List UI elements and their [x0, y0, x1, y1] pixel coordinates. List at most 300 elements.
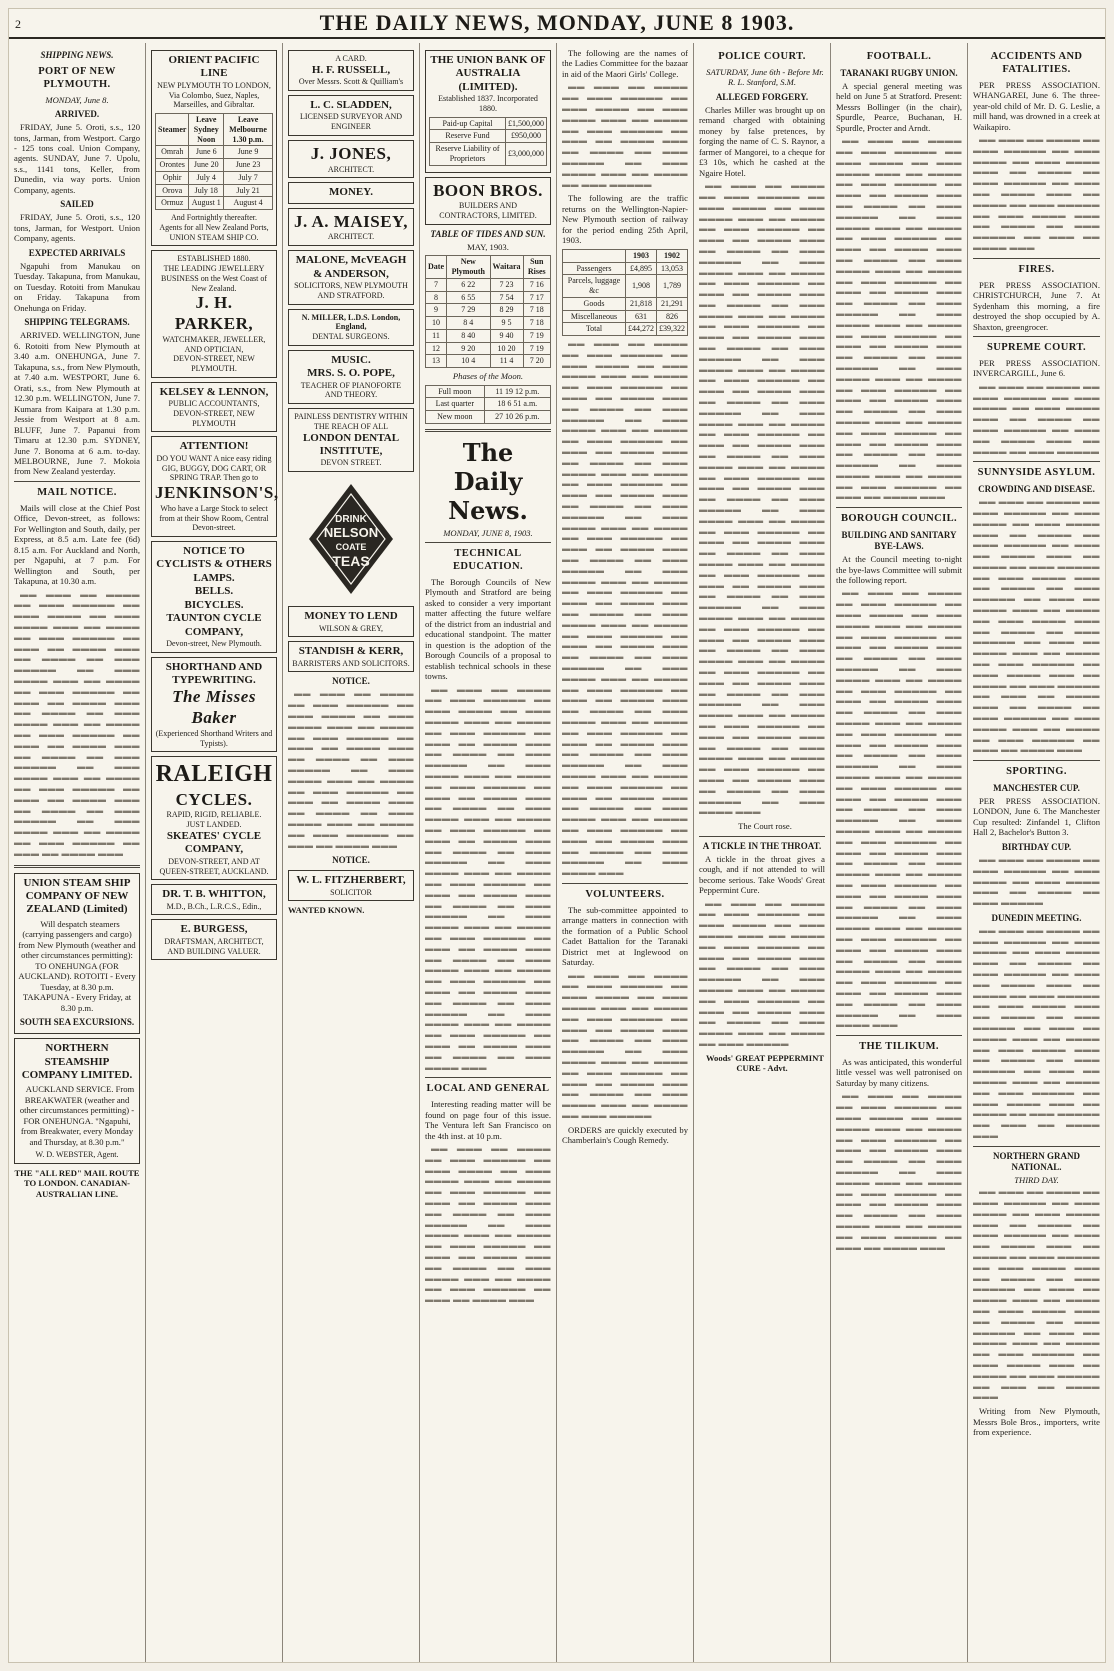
port-heading: PORT OF NEW PLYMOUTH.	[38, 65, 116, 90]
column-8	[968, 43, 1105, 1662]
boon-sub: BUILDERS AND CONTRACTORS, LIMITED.	[439, 201, 537, 221]
tide-cell: 7 17	[523, 291, 550, 304]
sporting-heading: SPORTING.	[1006, 766, 1067, 778]
local-general-heading: LOCAL AND GENERAL	[426, 1083, 550, 1095]
tides-month: MAY, 1903.	[467, 241, 509, 252]
shipping-date: MONDAY, June 8.	[45, 94, 109, 105]
volunteers-text: The sub-committee appointed to arrange matters in connection with the formation of a Public School Cadet Battalion for the Taranaki District met at Inglewood on Saturday.	[562, 904, 688, 968]
masthead-title: THE DAILY NEWS, MONDAY, JUNE 8 1903.	[319, 10, 795, 35]
tide-row	[426, 304, 551, 317]
schedule-cell: August 4	[224, 197, 273, 210]
parker-address: DEVON-STREET, NEW PLYMOUTH.	[173, 354, 255, 374]
money-heading: MONEY.	[329, 186, 373, 199]
raleigh-ad	[151, 756, 277, 880]
accidents-filler: ▬▬ ▬▬▬ ▬▬ ▬▬▬▬ ▬▬ ▬▬▬ ▬▬▬▬▬ ▬▬ ▬▬▬ ▬▬▬▬ ▬▬ ▬▬▬ ▬▬▬▬ ▬▬▬ ▬▬ ▬▬▬▬ ▬▬ ▬▬▬ ▬▬▬▬▬ ▬▬ ▬▬▬ ▬▬ ▬▬▬▬ ▬▬▬ ▬▬ ▬▬▬▬ ▬▬ ▬▬▬ ▬▬▬▬▬ ▬▬ ▬▬▬ ▬▬▬▬ ▬▬▬ ▬▬ ▬▬▬▬ ▬▬ ▬▬▬ ▬▬▬▬▬ ▬▬ ▬▬▬ ▬▬ ▬▬▬▬ ▬▬▬	[973, 135, 1100, 252]
moon-row	[426, 385, 551, 398]
fires-heading: FIRES.	[1018, 263, 1055, 275]
tide-cell: 7 54	[490, 291, 523, 304]
schedule-header: Leave Melbourne 1.30 p.m.	[224, 114, 273, 146]
moon-row	[426, 411, 551, 424]
jones-name: J. JONES,	[310, 143, 392, 163]
forgery-text: Charles Miller was brought up on remand charged with obtaining money by false pretences, by forging the name of C. S. Raynor, a farmer of Mangorei, to a cheque for £3 10s, which he cashed at the Ngaire Hotel.	[699, 104, 825, 178]
tide-cell: 7 16	[523, 278, 550, 291]
tide-cell: 7 23	[490, 278, 523, 291]
moon-heading: Phases of the Moon.	[452, 371, 524, 382]
standish-sub: BARRISTERS AND SOLICITORS.	[292, 658, 410, 668]
orders-text: ORDERS are quickly executed by Chamberlain's Cough Remedy.	[562, 1124, 688, 1146]
moon-cell: 27 10 26 p.m.	[484, 411, 550, 424]
traffic-cell: 1,789	[657, 275, 688, 298]
card-heading: A CARD.	[335, 54, 367, 63]
divider	[836, 1035, 962, 1036]
traffic-cell: Miscellaneous	[563, 310, 626, 323]
supreme-court-filler: ▬▬ ▬▬▬ ▬▬ ▬▬▬▬ ▬▬ ▬▬▬ ▬▬▬▬▬ ▬▬ ▬▬▬ ▬▬▬▬ ▬▬ ▬▬▬ ▬▬▬▬ ▬▬▬ ▬▬ ▬▬▬▬ ▬▬ ▬▬▬ ▬▬▬▬▬ ▬▬ ▬▬▬ ▬▬ ▬▬▬▬ ▬▬▬ ▬▬ ▬▬▬▬ ▬▬ ▬▬▬ ▬▬▬▬▬	[973, 381, 1100, 456]
dunedin-heading: DUNEDIN MEETING.	[991, 912, 1082, 923]
telegrams-text: ARRIVED. WELLINGTON, June 6. Rotoiti from New Plymouth at 3.40 a.m. ONEHUNGA, June 7. Takapuna, s.s., from New Plymouth, at 7.40 a.m. WESTPORT, June 6. Orati, s.s., from New Plymouth at 12.30 p.m. WELLINGTON, June 7. Kumara from Kaipara at 1.30 p.m. Jessie from Westport at 8 a.m. BLUFF, June 7. Papanui from Timaru at 12.30 p.m. SYDNEY, June 7. Bonoma at 6 a.m. to-day. MELBOURNE, June 7. Mokoia from New Zealand yesterday.	[14, 330, 140, 477]
divider	[14, 865, 140, 868]
technical-education-heading: TECHNICAL EDUCATION.	[452, 548, 524, 572]
bank-cell: Reserve Fund	[430, 130, 506, 143]
sailed-text: FRIDAY, June 5. Oroti, s.s., 120 tons, Jarman, for Westport. Union Company, agents.	[14, 212, 140, 244]
schedule-cell: June 6	[189, 146, 224, 159]
kelsey-sub: PUBLIC ACCOUNTANTS, DEVON-STREET, NEW PLYMOUTH	[168, 399, 260, 428]
fitzherbert-ad	[288, 870, 414, 901]
wilson-grey: WILSON & GREY,	[318, 623, 384, 633]
northern-title: NORTHERN STEAMSHIP COMPANY LIMITED.	[21, 1042, 133, 1081]
traffic-cell: £39,322	[657, 323, 688, 336]
bank-row	[430, 143, 547, 166]
shorthand-heading: SHORTHAND AND TYPEWRITING.	[165, 660, 263, 687]
tide-row	[426, 278, 551, 291]
ladies-committee-text: The following are the names of the Ladies Committee for the bazaar in aid of the Maori Girls' College.	[562, 48, 688, 79]
tide-cell: 7	[426, 278, 447, 291]
jones-sub: ARCHITECT.	[327, 164, 375, 174]
bells-heading: BELLS.	[194, 585, 234, 598]
asylum-heading: SUNNYSIDE ASYLUM.	[977, 467, 1096, 479]
maisey-name: J. A. MAISEY,	[293, 211, 409, 231]
traffic-cell: 1,908	[626, 275, 657, 298]
sailed-heading: SAILED	[60, 199, 94, 210]
baker-ad	[151, 657, 277, 753]
volunteers-filler: ▬▬ ▬▬▬ ▬▬ ▬▬▬▬ ▬▬ ▬▬▬ ▬▬▬▬▬ ▬▬ ▬▬▬ ▬▬▬▬ ▬▬ ▬▬▬ ▬▬▬▬ ▬▬▬ ▬▬ ▬▬▬▬ ▬▬ ▬▬▬ ▬▬▬▬▬ ▬▬ ▬▬▬ ▬▬ ▬▬▬▬ ▬▬▬ ▬▬ ▬▬▬▬ ▬▬ ▬▬▬ ▬▬▬▬▬ ▬▬ ▬▬▬ ▬▬▬▬ ▬▬▬ ▬▬ ▬▬▬▬ ▬▬ ▬▬▬ ▬▬▬▬▬ ▬▬ ▬▬▬ ▬▬ ▬▬▬▬ ▬▬▬ ▬▬ ▬▬▬▬ ▬▬ ▬▬▬ ▬▬▬▬ ▬▬▬ ▬▬ ▬▬▬▬ ▬▬ ▬▬▬ ▬▬▬▬▬	[562, 970, 688, 1120]
orient-schedule	[155, 113, 273, 210]
fitzherbert-sub: SOLICITOR	[330, 887, 372, 897]
burgess-sub: DRAFTSMAN, ARCHITECT, AND BUILDING VALUER.	[164, 936, 264, 956]
moon-cell: Last quarter	[426, 398, 485, 411]
traffic-cell: 826	[657, 310, 688, 323]
throat-text: A tickle in the throat gives a cough, and if not attended to will become serious. Take Woods' Great Peppermint Cure.	[699, 853, 825, 896]
tide-cell: 11	[426, 329, 447, 342]
tea-nelson: NELSON	[323, 525, 379, 541]
schedule-cell: Orova	[156, 184, 189, 197]
moon-cell: 11 19 12 p.m.	[484, 385, 550, 398]
tide-row	[426, 291, 551, 304]
masthead	[9, 9, 1105, 39]
tide-cell: 6 22	[447, 278, 491, 291]
schedule-cell: June 20	[189, 159, 224, 172]
tide-cell: 12	[426, 342, 447, 355]
accidents-heading: ACCIDENTS AND FATALITIES.	[990, 51, 1083, 75]
orient-title: ORIENT PACIFIC LINE	[168, 54, 260, 80]
london-dental-address: DEVON STREET.	[320, 458, 382, 468]
baker-name: The Misses Baker	[172, 687, 256, 728]
raleigh-rapid: RAPID, RIGID, RELIABLE.	[166, 810, 262, 820]
tide-cell: 13	[426, 355, 447, 368]
schedule-row	[156, 146, 273, 159]
football-sub: TARANAKI RUGBY UNION.	[840, 67, 958, 78]
tide-row	[426, 329, 551, 342]
column-2	[146, 43, 283, 1662]
football-text: A special general meeting was held on June 5 at Stratford. Present: Messrs Bollinger (in the chair), Spurdle, Pearce, Buchanan, H. Spurdle, Procter and Arndt.	[836, 80, 962, 133]
traffic-header: 1902	[657, 249, 688, 262]
traffic-row	[563, 275, 688, 298]
traffic-header	[563, 249, 626, 262]
jenkinson-text: Who have a Large Stock to select from at their Show Room, Central Devon-street.	[159, 503, 269, 533]
maisey-sub: ARCHITECT.	[327, 232, 375, 242]
schedule-cell: Ormuz	[156, 197, 189, 210]
jenkinson-name: JENKINSON'S,	[155, 483, 279, 503]
schedule-row	[156, 197, 273, 210]
borough-sub: BUILDING AND SANITARY BYE-LAWS.	[841, 530, 957, 552]
notice-heading-2: NOTICE.	[332, 855, 370, 866]
canadian-line: THE "ALL RED" MAIL ROUTE TO LONDON. CANADIAN-AUSTRALIAN LINE.	[14, 1167, 140, 1199]
traffic-header: 1903	[626, 249, 657, 262]
cyclists-heading: NOTICE TO CYCLISTS & OTHERS	[156, 545, 272, 571]
tide-cell: 10 20	[490, 342, 523, 355]
parker-sub: WATCHMAKER, JEWELLER, AND OPTICIAN,	[162, 334, 266, 354]
standish-ad	[288, 641, 414, 672]
divider	[973, 461, 1100, 462]
schedule-cell: Ophir	[156, 171, 189, 184]
pope-name: MRS. S. O. POPE,	[307, 367, 395, 380]
traffic-cell: £44,272	[626, 323, 657, 336]
pope-ad	[288, 350, 414, 404]
tide-cell: 7 29	[447, 304, 491, 317]
tides-table	[425, 255, 551, 368]
parker-established: ESTABLISHED 1880.	[177, 254, 251, 264]
schedule-row	[156, 184, 273, 197]
football-heading: FOOTBALL.	[866, 51, 932, 62]
bank-title: THE UNION BANK OF AUSTRALIA (LIMITED).	[430, 54, 546, 93]
miller-sub: DENTAL SURGEONS.	[312, 332, 390, 341]
lend-heading: MONEY TO LEND	[304, 610, 398, 623]
traffic-cell: 13,053	[657, 262, 688, 275]
supreme-court-heading: SUPREME COURT.	[987, 342, 1086, 353]
newspaper-nameplate: The Daily News.	[448, 437, 528, 526]
notice-filler: ▬▬ ▬▬▬ ▬▬ ▬▬▬▬ ▬▬ ▬▬▬ ▬▬▬▬▬ ▬▬ ▬▬▬ ▬▬▬▬ ▬▬ ▬▬▬ ▬▬▬▬ ▬▬▬ ▬▬ ▬▬▬▬ ▬▬ ▬▬▬ ▬▬▬▬▬ ▬▬ ▬▬▬ ▬▬ ▬▬▬▬ ▬▬▬ ▬▬ ▬▬▬▬ ▬▬ ▬▬▬ ▬▬▬▬▬ ▬▬ ▬▬▬ ▬▬▬▬ ▬▬▬ ▬▬ ▬▬▬▬ ▬▬ ▬▬▬ ▬▬▬▬▬ ▬▬ ▬▬▬ ▬▬ ▬▬▬▬ ▬▬▬ ▬▬ ▬▬▬▬ ▬▬ ▬▬▬ ▬▬▬▬ ▬▬▬ ▬▬ ▬▬▬▬ ▬▬ ▬▬▬ ▬▬▬▬▬ ▬▬ ▬▬▬ ▬▬ ▬▬▬▬ ▬▬▬	[288, 689, 414, 850]
tide-cell: 7 19	[523, 329, 550, 342]
supreme-court-text: PER PRESS ASSOCIATION. INVERCARGILL, June 6.	[973, 357, 1100, 379]
tea-teas: TEAS	[332, 553, 370, 570]
standish-name: STANDISH & KERR,	[298, 645, 404, 658]
traffic-cell: Goods	[563, 297, 626, 310]
sladden-name: L. C. SLADDEN,	[310, 98, 392, 111]
schedule-header: Leave Sydney Noon	[189, 114, 224, 146]
attention-heading: ATTENTION!	[179, 440, 249, 453]
raleigh-name: RALEIGH	[155, 761, 273, 788]
tide-row	[426, 342, 551, 355]
malone-ad	[288, 250, 414, 304]
taunton-ad	[151, 541, 277, 653]
newspaper-page	[8, 8, 1106, 1663]
divider	[699, 836, 825, 837]
bank-row	[430, 130, 547, 143]
schedule-row	[156, 159, 273, 172]
tide-row	[426, 355, 551, 368]
jones-ad	[288, 140, 414, 178]
column-1	[9, 43, 146, 1662]
divider	[973, 760, 1100, 761]
pope-sub: TEACHER OF PIANOFORTE AND THEORY.	[300, 380, 402, 400]
tide-cell: 7 18	[523, 317, 550, 330]
skeates-name: SKEATES' CYCLE COMPANY,	[166, 829, 262, 856]
schedule-cell: Omrah	[156, 146, 189, 159]
divider	[973, 258, 1100, 259]
kelsey-ad	[151, 382, 277, 433]
traffic-row	[563, 323, 688, 336]
parker-ad	[151, 250, 277, 377]
tide-cell: 6 55	[447, 291, 491, 304]
shipping-heading: SHIPPING NEWS.	[40, 50, 114, 60]
tide-header: Sun Rises	[523, 256, 550, 279]
burgess-name: E. BURGESS,	[180, 923, 248, 936]
column-3	[283, 43, 420, 1662]
police-court-heading: POLICE COURT.	[718, 51, 806, 62]
borough-heading: BOROUGH COUNCIL.	[840, 513, 958, 525]
whitton-ad	[151, 884, 277, 915]
tide-cell: 9 5	[490, 317, 523, 330]
throat-filler: ▬▬ ▬▬▬ ▬▬ ▬▬▬▬ ▬▬ ▬▬▬ ▬▬▬▬▬ ▬▬ ▬▬▬ ▬▬▬▬ ▬▬ ▬▬▬ ▬▬▬▬ ▬▬▬ ▬▬ ▬▬▬▬ ▬▬ ▬▬▬ ▬▬▬▬▬ ▬▬ ▬▬▬ ▬▬ ▬▬▬▬ ▬▬▬ ▬▬ ▬▬▬▬ ▬▬ ▬▬▬ ▬▬▬▬▬ ▬▬ ▬▬▬ ▬▬▬▬ ▬▬▬ ▬▬ ▬▬▬▬ ▬▬ ▬▬▬ ▬▬▬▬▬ ▬▬ ▬▬▬ ▬▬ ▬▬▬▬ ▬▬▬ ▬▬ ▬▬▬▬ ▬▬ ▬▬▬ ▬▬▬▬ ▬▬▬ ▬▬ ▬▬▬▬ ▬▬ ▬▬▬ ▬▬▬▬▬	[699, 898, 825, 1048]
traffic-cell: £4,895	[626, 262, 657, 275]
column-4	[420, 43, 557, 1662]
traffic-intro: The following are the traffic returns on the Wellington-Napier-New Plymouth section of railway for the period ending 25th April, 1903.	[562, 193, 688, 246]
arrived-text: FRIDAY, June 5. Oroti, s.s., 120 tons, Jarman, from Westport. Cargo - 125 tons coal. Union Company, agents. SUNDAY, June 7. Upolu, s.s., 1141 tons, Keller, from Dunedin, via way ports. Union Company, agents.	[14, 122, 140, 195]
russell-name: H. F. RUSSELL,	[311, 63, 391, 76]
schedule-cell: June 9	[224, 146, 273, 159]
tide-cell: 7 18	[523, 304, 550, 317]
dunedin-filler: ▬▬ ▬▬▬ ▬▬ ▬▬▬▬ ▬▬ ▬▬▬ ▬▬▬▬▬ ▬▬ ▬▬▬ ▬▬▬▬ ▬▬ ▬▬▬ ▬▬▬▬ ▬▬▬ ▬▬ ▬▬▬▬ ▬▬ ▬▬▬ ▬▬▬▬▬ ▬▬ ▬▬▬ ▬▬ ▬▬▬▬ ▬▬▬ ▬▬ ▬▬▬▬ ▬▬ ▬▬▬ ▬▬▬▬▬ ▬▬ ▬▬▬ ▬▬▬▬ ▬▬▬ ▬▬ ▬▬▬▬ ▬▬ ▬▬▬ ▬▬▬▬▬ ▬▬ ▬▬▬ ▬▬ ▬▬▬▬ ▬▬▬ ▬▬ ▬▬▬▬ ▬▬ ▬▬▬ ▬▬▬▬ ▬▬▬ ▬▬ ▬▬▬▬ ▬▬ ▬▬▬ ▬▬▬▬▬ ▬▬ ▬▬▬ ▬▬ ▬▬▬▬ ▬▬▬ ▬▬ ▬▬▬▬ ▬▬ ▬▬▬ ▬▬▬▬▬ ▬▬ ▬▬▬ ▬▬▬▬ ▬▬▬ ▬▬ ▬▬▬▬ ▬▬ ▬▬▬ ▬▬▬▬▬ ▬▬ ▬▬▬ ▬▬ ▬▬▬▬ ▬▬▬	[973, 925, 1100, 1140]
union-steam-title: UNION STEAM SHIP COMPANY OF NEW ZEALAND (Limited)	[23, 876, 131, 916]
divider	[425, 542, 551, 543]
telegrams-heading: SHIPPING TELEGRAMS.	[24, 317, 130, 328]
national-day: THIRD DAY.	[1014, 1174, 1059, 1185]
bank-cell: £3,000,000	[506, 143, 547, 166]
mail-schedule-filler: ▬▬ ▬▬▬ ▬▬ ▬▬▬▬ ▬▬ ▬▬▬ ▬▬▬▬▬ ▬▬ ▬▬▬ ▬▬▬▬ ▬▬ ▬▬▬ ▬▬▬▬ ▬▬▬ ▬▬ ▬▬▬▬ ▬▬ ▬▬▬ ▬▬▬▬▬ ▬▬ ▬▬▬ ▬▬ ▬▬▬▬ ▬▬▬ ▬▬ ▬▬▬▬ ▬▬ ▬▬▬ ▬▬▬▬▬ ▬▬ ▬▬▬ ▬▬▬▬ ▬▬▬ ▬▬ ▬▬▬▬ ▬▬ ▬▬▬ ▬▬▬▬▬ ▬▬ ▬▬▬ ▬▬ ▬▬▬▬ ▬▬▬ ▬▬ ▬▬▬▬ ▬▬ ▬▬▬ ▬▬▬▬ ▬▬▬ ▬▬ ▬▬▬▬ ▬▬ ▬▬▬ ▬▬▬▬▬ ▬▬ ▬▬▬ ▬▬ ▬▬▬▬ ▬▬▬ ▬▬ ▬▬▬▬ ▬▬ ▬▬▬ ▬▬▬▬▬ ▬▬ ▬▬▬ ▬▬▬▬ ▬▬▬ ▬▬ ▬▬▬▬ ▬▬ ▬▬▬ ▬▬▬▬▬ ▬▬ ▬▬▬ ▬▬ ▬▬▬▬ ▬▬▬ ▬▬ ▬▬▬▬ ▬▬ ▬▬▬ ▬▬▬▬▬ ▬▬ ▬▬▬ ▬▬▬▬ ▬▬▬ ▬▬ ▬▬▬▬ ▬▬ ▬▬▬ ▬▬▬▬▬ ▬▬ ▬▬▬ ▬▬ ▬▬▬▬ ▬▬▬	[14, 589, 140, 858]
bank-row	[430, 117, 547, 130]
boon-name: BOON BROS.	[433, 180, 543, 200]
schedule-cell: July 7	[224, 171, 273, 184]
traffic-cell: Passengers	[563, 262, 626, 275]
asylum-sub: CROWDING AND DISEASE.	[978, 484, 1095, 495]
skeates-address: DEVON-STREET, AND AT QUEEN-STREET, AUCKLAND.	[159, 856, 269, 876]
divider	[425, 429, 551, 432]
whitton-name: DR. T. B. WHITTON,	[162, 888, 266, 901]
tide-cell: 8 29	[490, 304, 523, 317]
tide-header: Date	[426, 256, 447, 279]
schedule-header: Steamer	[156, 114, 189, 146]
traffic-table	[562, 249, 688, 336]
tide-cell: 10	[426, 317, 447, 330]
moon-cell: Full moon	[426, 385, 485, 398]
page-number: 2	[15, 17, 21, 31]
miller-ad	[288, 309, 414, 346]
bank-cell: £950,000	[506, 130, 547, 143]
technical-education-filler: ▬▬ ▬▬▬ ▬▬ ▬▬▬▬ ▬▬ ▬▬▬ ▬▬▬▬▬ ▬▬ ▬▬▬ ▬▬▬▬ ▬▬ ▬▬▬ ▬▬▬▬ ▬▬▬ ▬▬ ▬▬▬▬ ▬▬ ▬▬▬ ▬▬▬▬▬ ▬▬ ▬▬▬ ▬▬ ▬▬▬▬ ▬▬▬ ▬▬ ▬▬▬▬ ▬▬ ▬▬▬ ▬▬▬▬▬ ▬▬ ▬▬▬ ▬▬▬▬ ▬▬▬ ▬▬ ▬▬▬▬ ▬▬ ▬▬▬ ▬▬▬▬▬ ▬▬ ▬▬▬ ▬▬ ▬▬▬▬ ▬▬▬ ▬▬ ▬▬▬▬ ▬▬ ▬▬▬ ▬▬▬▬ ▬▬▬ ▬▬ ▬▬▬▬ ▬▬ ▬▬▬ ▬▬▬▬▬ ▬▬ ▬▬▬ ▬▬ ▬▬▬▬ ▬▬▬ ▬▬ ▬▬▬▬ ▬▬ ▬▬▬ ▬▬▬▬▬ ▬▬ ▬▬▬ ▬▬▬▬ ▬▬▬ ▬▬ ▬▬▬▬ ▬▬ ▬▬▬ ▬▬▬▬▬ ▬▬ ▬▬▬ ▬▬ ▬▬▬▬ ▬▬▬ ▬▬ ▬▬▬▬ ▬▬ ▬▬▬ ▬▬▬▬▬ ▬▬ ▬▬▬ ▬▬▬▬ ▬▬▬ ▬▬ ▬▬▬▬ ▬▬ ▬▬▬ ▬▬▬▬▬ ▬▬ ▬▬▬ ▬▬ ▬▬▬▬ ▬▬▬ ▬▬ ▬▬▬▬ ▬▬ ▬▬▬ ▬▬▬▬ ▬▬▬ ▬▬ ▬▬▬▬ ▬▬ ▬▬▬ ▬▬▬▬▬ ▬▬ ▬▬▬ ▬▬ ▬▬▬▬ ▬▬▬ ▬▬ ▬▬▬▬ ▬▬ ▬▬▬ ▬▬▬▬▬ ▬▬ ▬▬▬ ▬▬▬▬ ▬▬▬ ▬▬ ▬▬▬▬ ▬▬ ▬▬▬ ▬▬▬▬▬ ▬▬ ▬▬▬ ▬▬ ▬▬▬▬ ▬▬▬ ▬▬ ▬▬▬▬ ▬▬ ▬▬▬ ▬▬▬▬ ▬▬▬	[425, 684, 551, 1072]
tide-cell: 9 20	[447, 342, 491, 355]
tide-cell: 8	[426, 291, 447, 304]
divider	[425, 1077, 551, 1078]
northern-text: AUCKLAND SERVICE. From BREAKWATER (weather and other circumstances permitting) - FOR ONEHUNGA. "Ngapuhi, from Breakwater, every Monday and Thursday, at 8.30 p.m."	[19, 1084, 135, 1147]
baker-sub: (Experienced Shorthand Writers and Typists).	[155, 728, 273, 748]
column-grid	[9, 43, 1105, 1662]
money-ad	[288, 182, 414, 203]
bank-cell: Paid-up Capital	[430, 117, 506, 130]
tilikum-filler: ▬▬ ▬▬▬ ▬▬ ▬▬▬▬ ▬▬ ▬▬▬ ▬▬▬▬▬ ▬▬ ▬▬▬ ▬▬▬▬ ▬▬ ▬▬▬ ▬▬▬▬ ▬▬▬ ▬▬ ▬▬▬▬ ▬▬ ▬▬▬ ▬▬▬▬▬ ▬▬ ▬▬▬ ▬▬ ▬▬▬▬ ▬▬▬ ▬▬ ▬▬▬▬ ▬▬ ▬▬▬ ▬▬▬▬▬ ▬▬ ▬▬▬ ▬▬▬▬ ▬▬▬ ▬▬ ▬▬▬▬ ▬▬ ▬▬▬ ▬▬▬▬▬ ▬▬ ▬▬▬ ▬▬ ▬▬▬▬ ▬▬▬ ▬▬ ▬▬▬▬ ▬▬ ▬▬▬ ▬▬▬▬ ▬▬▬ ▬▬ ▬▬▬▬ ▬▬ ▬▬▬ ▬▬▬▬▬ ▬▬ ▬▬▬ ▬▬ ▬▬▬▬ ▬▬▬	[836, 1091, 962, 1252]
tide-cell: 9	[426, 304, 447, 317]
column-7	[831, 43, 968, 1662]
mail-text: Mails will close at the Chief Post Office, Devon-street, as follows: For Wellington and South, daily, per Express, at 8.5 a.m. Late fee (6d) 8.15 a.m. For Auckland and North, per Ngapuhi, at 7 p.m. For Wellington and South, per Takapuna, at 10.30 a.m.	[14, 502, 140, 587]
throat-heading: A TICKLE IN THE THROAT.	[702, 840, 822, 851]
schedule-cell: Orontes	[156, 159, 189, 172]
bicycles-heading: BICYCLES.	[184, 598, 244, 611]
london-dental-name: LONDON DENTAL INSTITUTE,	[302, 431, 400, 457]
kelsey-name: KELSEY & LENNON,	[159, 385, 269, 398]
tide-cell: 7 19	[523, 342, 550, 355]
orient-fortnightly: And Fortnightly thereafter.	[171, 213, 257, 223]
moon-cell: New moon	[426, 411, 485, 424]
dental-institute-ad	[288, 408, 414, 472]
bank-table	[429, 117, 547, 166]
maisey-ad	[288, 208, 414, 246]
asylum-filler: ▬▬ ▬▬▬ ▬▬ ▬▬▬▬ ▬▬ ▬▬▬ ▬▬▬▬▬ ▬▬ ▬▬▬ ▬▬▬▬ ▬▬ ▬▬▬ ▬▬▬▬ ▬▬▬ ▬▬ ▬▬▬▬ ▬▬ ▬▬▬ ▬▬▬▬▬ ▬▬ ▬▬▬ ▬▬ ▬▬▬▬ ▬▬▬ ▬▬ ▬▬▬▬ ▬▬ ▬▬▬ ▬▬▬▬▬ ▬▬ ▬▬▬ ▬▬▬▬ ▬▬▬ ▬▬ ▬▬▬▬ ▬▬ ▬▬▬ ▬▬▬▬▬ ▬▬ ▬▬▬ ▬▬ ▬▬▬▬ ▬▬▬ ▬▬ ▬▬▬▬ ▬▬ ▬▬▬ ▬▬▬▬ ▬▬▬ ▬▬ ▬▬▬▬ ▬▬ ▬▬▬ ▬▬▬▬▬ ▬▬ ▬▬▬ ▬▬ ▬▬▬▬ ▬▬▬ ▬▬ ▬▬▬▬ ▬▬ ▬▬▬ ▬▬▬▬▬ ▬▬ ▬▬▬ ▬▬▬▬ ▬▬▬ ▬▬ ▬▬▬▬ ▬▬ ▬▬▬ ▬▬▬▬▬ ▬▬ ▬▬▬ ▬▬ ▬▬▬▬ ▬▬▬ ▬▬ ▬▬▬▬ ▬▬ ▬▬▬ ▬▬▬▬▬ ▬▬ ▬▬▬ ▬▬▬▬ ▬▬▬ ▬▬ ▬▬▬▬ ▬▬ ▬▬▬ ▬▬▬▬▬ ▬▬ ▬▬▬ ▬▬ ▬▬▬▬ ▬▬▬	[973, 497, 1100, 755]
northern-agent: W. D. WEBSTER, Agent.	[35, 1150, 119, 1160]
birthday-cup-heading: BIRTHDAY CUP.	[1001, 841, 1072, 852]
tide-cell: 11 4	[490, 355, 523, 368]
tide-cell: 8 40	[447, 329, 491, 342]
union-steam-ad	[14, 873, 140, 1035]
burgess-ad	[151, 919, 277, 960]
sladden-ad	[288, 95, 414, 136]
arrived-heading: ARRIVED.	[54, 109, 100, 120]
parker-jewellery: THE LEADING JEWELLERY BUSINESS on the West Coast of New Zealand.	[160, 264, 268, 293]
sladden-sub: LICENSED SURVEYOR AND ENGINEER	[299, 112, 403, 132]
mail-heading: MAIL NOTICE.	[37, 486, 117, 498]
nelson-tea-logo	[305, 480, 397, 598]
bank-sub: Established 1837. Incorporated 1880.	[438, 94, 538, 113]
tide-row	[426, 317, 551, 330]
divider	[562, 883, 688, 884]
forgery-heading: ALLEGED FORGERY.	[715, 91, 809, 102]
schedule-cell: July 4	[189, 171, 224, 184]
whitton-sub: M.D., B.Ch., L.R.C.S., Edin.,	[166, 901, 262, 911]
tide-cell: 7 20	[523, 355, 550, 368]
tilikum-heading: THE TILIKUM.	[859, 1041, 939, 1053]
borough-filler: ▬▬ ▬▬▬ ▬▬ ▬▬▬▬ ▬▬ ▬▬▬ ▬▬▬▬▬ ▬▬ ▬▬▬ ▬▬▬▬ ▬▬ ▬▬▬ ▬▬▬▬ ▬▬▬ ▬▬ ▬▬▬▬ ▬▬ ▬▬▬ ▬▬▬▬▬ ▬▬ ▬▬▬ ▬▬ ▬▬▬▬ ▬▬▬ ▬▬ ▬▬▬▬ ▬▬ ▬▬▬ ▬▬▬▬▬ ▬▬ ▬▬▬ ▬▬▬▬ ▬▬▬ ▬▬ ▬▬▬▬ ▬▬ ▬▬▬ ▬▬▬▬▬ ▬▬ ▬▬▬ ▬▬ ▬▬▬▬ ▬▬▬ ▬▬ ▬▬▬▬ ▬▬ ▬▬▬ ▬▬▬▬ ▬▬▬ ▬▬ ▬▬▬▬ ▬▬ ▬▬▬ ▬▬▬▬▬ ▬▬ ▬▬▬ ▬▬ ▬▬▬▬ ▬▬▬ ▬▬ ▬▬▬▬ ▬▬ ▬▬▬ ▬▬▬▬▬ ▬▬ ▬▬▬ ▬▬▬▬ ▬▬▬ ▬▬ ▬▬▬▬ ▬▬ ▬▬▬ ▬▬▬▬▬ ▬▬ ▬▬▬ ▬▬ ▬▬▬▬ ▬▬▬ ▬▬ ▬▬▬▬ ▬▬ ▬▬▬ ▬▬▬▬▬ ▬▬ ▬▬▬ ▬▬▬▬ ▬▬▬ ▬▬ ▬▬▬▬ ▬▬ ▬▬▬ ▬▬▬▬▬ ▬▬ ▬▬▬ ▬▬ ▬▬▬▬ ▬▬▬ ▬▬ ▬▬▬▬ ▬▬ ▬▬▬ ▬▬▬▬ ▬▬▬ ▬▬ ▬▬▬▬ ▬▬ ▬▬▬ ▬▬▬▬▬ ▬▬ ▬▬▬ ▬▬ ▬▬▬▬ ▬▬▬ ▬▬ ▬▬▬▬ ▬▬ ▬▬▬ ▬▬▬▬▬ ▬▬ ▬▬▬ ▬▬▬▬ ▬▬▬ ▬▬ ▬▬▬▬ ▬▬ ▬▬▬ ▬▬▬▬▬ ▬▬ ▬▬▬ ▬▬ ▬▬▬▬ ▬▬▬ ▬▬ ▬▬▬▬ ▬▬ ▬▬▬ ▬▬▬▬ ▬▬▬ ▬▬ ▬▬▬▬ ▬▬ ▬▬▬ ▬▬▬▬▬ ▬▬ ▬▬▬ ▬▬ ▬▬▬▬ ▬▬▬ ▬▬ ▬▬▬▬ ▬▬ ▬▬▬ ▬▬▬▬▬ ▬▬ ▬▬▬ ▬▬▬▬ ▬▬▬	[836, 588, 962, 1030]
technical-education-text: The Borough Councils of New Plymouth and Stratford are being asked to consider a very important matter affecting the future welfare of the district from an industrial and educational standpoint. The matter in question is the adoption of the Borough Councils of a proposal to establish technical schools in these towns.	[425, 576, 551, 682]
divider	[973, 1146, 1100, 1147]
bank-cell: Reserve Liability of Proprietors	[430, 143, 506, 166]
traffic-cell: Total	[563, 323, 626, 336]
manchester-heading: MANCHESTER CUP.	[993, 783, 1080, 794]
traffic-cell: Parcels, luggage &c	[563, 275, 626, 298]
lamps-heading: LAMPS.	[193, 571, 235, 584]
national-filler: ▬▬ ▬▬▬ ▬▬ ▬▬▬▬ ▬▬ ▬▬▬ ▬▬▬▬▬ ▬▬ ▬▬▬ ▬▬▬▬ ▬▬ ▬▬▬ ▬▬▬▬ ▬▬▬ ▬▬ ▬▬▬▬ ▬▬ ▬▬▬ ▬▬▬▬▬ ▬▬ ▬▬▬ ▬▬ ▬▬▬▬ ▬▬▬ ▬▬ ▬▬▬▬ ▬▬ ▬▬▬ ▬▬▬▬▬ ▬▬ ▬▬▬ ▬▬▬▬ ▬▬▬ ▬▬ ▬▬▬▬ ▬▬ ▬▬▬ ▬▬▬▬▬ ▬▬ ▬▬▬ ▬▬ ▬▬▬▬ ▬▬▬ ▬▬ ▬▬▬▬ ▬▬ ▬▬▬ ▬▬▬▬ ▬▬▬ ▬▬ ▬▬▬▬ ▬▬ ▬▬▬ ▬▬▬▬▬ ▬▬ ▬▬▬ ▬▬ ▬▬▬▬ ▬▬▬ ▬▬ ▬▬▬▬ ▬▬ ▬▬▬ ▬▬▬▬▬ ▬▬ ▬▬▬ ▬▬▬▬ ▬▬▬ ▬▬ ▬▬▬▬ ▬▬ ▬▬▬ ▬▬▬▬▬ ▬▬ ▬▬▬ ▬▬ ▬▬▬▬ ▬▬▬	[973, 1187, 1100, 1402]
national-heading: NORTHERN GRAND NATIONAL.	[993, 1150, 1080, 1172]
borough-text: At the Council meeting to-night the bye-laws Committee will submit the following report.	[836, 554, 962, 585]
football-filler: ▬▬ ▬▬▬ ▬▬ ▬▬▬▬ ▬▬ ▬▬▬ ▬▬▬▬▬ ▬▬ ▬▬▬ ▬▬▬▬ ▬▬ ▬▬▬ ▬▬▬▬ ▬▬▬ ▬▬ ▬▬▬▬ ▬▬ ▬▬▬ ▬▬▬▬▬ ▬▬ ▬▬▬ ▬▬ ▬▬▬▬ ▬▬▬ ▬▬ ▬▬▬▬ ▬▬ ▬▬▬ ▬▬▬▬▬ ▬▬ ▬▬▬ ▬▬▬▬ ▬▬▬ ▬▬ ▬▬▬▬ ▬▬ ▬▬▬ ▬▬▬▬▬ ▬▬ ▬▬▬ ▬▬ ▬▬▬▬ ▬▬▬ ▬▬ ▬▬▬▬ ▬▬ ▬▬▬ ▬▬▬▬ ▬▬▬ ▬▬ ▬▬▬▬ ▬▬ ▬▬▬ ▬▬▬▬▬ ▬▬ ▬▬▬ ▬▬ ▬▬▬▬ ▬▬▬ ▬▬ ▬▬▬▬ ▬▬ ▬▬▬ ▬▬▬▬▬ ▬▬ ▬▬▬ ▬▬▬▬ ▬▬▬ ▬▬ ▬▬▬▬ ▬▬ ▬▬▬ ▬▬▬▬▬ ▬▬ ▬▬▬ ▬▬ ▬▬▬▬ ▬▬▬ ▬▬ ▬▬▬▬ ▬▬ ▬▬▬ ▬▬▬▬▬ ▬▬ ▬▬▬ ▬▬▬▬ ▬▬▬ ▬▬ ▬▬▬▬ ▬▬ ▬▬▬ ▬▬▬▬▬ ▬▬ ▬▬▬ ▬▬ ▬▬▬▬ ▬▬▬ ▬▬ ▬▬▬▬ ▬▬ ▬▬▬ ▬▬▬▬ ▬▬▬ ▬▬ ▬▬▬▬ ▬▬ ▬▬▬ ▬▬▬▬▬ ▬▬ ▬▬▬ ▬▬ ▬▬▬▬ ▬▬▬ ▬▬ ▬▬▬▬ ▬▬ ▬▬▬ ▬▬▬▬▬ ▬▬ ▬▬▬ ▬▬▬▬ ▬▬▬ ▬▬ ▬▬▬▬ ▬▬ ▬▬▬ ▬▬▬▬▬ ▬▬ ▬▬▬ ▬▬ ▬▬▬▬ ▬▬▬	[836, 136, 962, 502]
tea-coate: COATE	[335, 542, 367, 553]
divider	[14, 481, 140, 482]
union-bank-ad	[425, 50, 551, 173]
traffic-cell: 631	[626, 310, 657, 323]
traffic-row	[563, 297, 688, 310]
fitzherbert-name: W. L. FITZHERBERT,	[296, 874, 406, 887]
tide-header: Waitara	[490, 256, 523, 279]
traffic-filler: ▬▬ ▬▬▬ ▬▬ ▬▬▬▬ ▬▬ ▬▬▬ ▬▬▬▬▬ ▬▬ ▬▬▬ ▬▬▬▬ ▬▬ ▬▬▬ ▬▬▬▬ ▬▬▬ ▬▬ ▬▬▬▬ ▬▬ ▬▬▬ ▬▬▬▬▬ ▬▬ ▬▬▬ ▬▬ ▬▬▬▬ ▬▬▬ ▬▬ ▬▬▬▬ ▬▬ ▬▬▬ ▬▬▬▬▬ ▬▬ ▬▬▬ ▬▬▬▬ ▬▬▬ ▬▬ ▬▬▬▬ ▬▬ ▬▬▬ ▬▬▬▬▬ ▬▬ ▬▬▬ ▬▬ ▬▬▬▬ ▬▬▬ ▬▬ ▬▬▬▬ ▬▬ ▬▬▬ ▬▬▬▬ ▬▬▬ ▬▬ ▬▬▬▬ ▬▬ ▬▬▬ ▬▬▬▬▬ ▬▬ ▬▬▬ ▬▬ ▬▬▬▬ ▬▬▬ ▬▬ ▬▬▬▬ ▬▬ ▬▬▬ ▬▬▬▬▬ ▬▬ ▬▬▬ ▬▬▬▬ ▬▬▬ ▬▬ ▬▬▬▬ ▬▬ ▬▬▬ ▬▬▬▬▬ ▬▬ ▬▬▬ ▬▬ ▬▬▬▬ ▬▬▬ ▬▬ ▬▬▬▬ ▬▬ ▬▬▬ ▬▬▬▬▬ ▬▬ ▬▬▬ ▬▬▬▬ ▬▬▬ ▬▬ ▬▬▬▬ ▬▬ ▬▬▬ ▬▬▬▬▬ ▬▬ ▬▬▬ ▬▬ ▬▬▬▬ ▬▬▬ ▬▬ ▬▬▬▬ ▬▬ ▬▬▬ ▬▬▬▬ ▬▬▬ ▬▬ ▬▬▬▬ ▬▬ ▬▬▬ ▬▬▬▬▬ ▬▬ ▬▬▬ ▬▬ ▬▬▬▬ ▬▬▬ ▬▬ ▬▬▬▬ ▬▬ ▬▬▬ ▬▬▬▬▬ ▬▬ ▬▬▬ ▬▬▬▬ ▬▬▬ ▬▬ ▬▬▬▬ ▬▬ ▬▬▬ ▬▬▬▬▬ ▬▬ ▬▬▬ ▬▬ ▬▬▬▬ ▬▬▬ ▬▬ ▬▬▬▬ ▬▬ ▬▬▬ ▬▬▬▬ ▬▬▬ ▬▬ ▬▬▬▬ ▬▬ ▬▬▬ ▬▬▬▬▬ ▬▬ ▬▬▬ ▬▬ ▬▬▬▬ ▬▬▬ ▬▬ ▬▬▬▬ ▬▬ ▬▬▬ ▬▬▬▬▬ ▬▬ ▬▬▬ ▬▬▬▬ ▬▬▬ ▬▬ ▬▬▬▬ ▬▬ ▬▬▬ ▬▬▬▬▬ ▬▬ ▬▬▬ ▬▬ ▬▬▬▬ ▬▬▬ ▬▬ ▬▬▬▬ ▬▬ ▬▬▬ ▬▬▬▬ ▬▬▬ ▬▬ ▬▬▬▬ ▬▬ ▬▬▬ ▬▬▬▬▬ ▬▬ ▬▬▬ ▬▬ ▬▬▬▬ ▬▬▬ ▬▬ ▬▬▬▬ ▬▬ ▬▬▬ ▬▬▬▬▬ ▬▬ ▬▬▬ ▬▬▬▬ ▬▬▬	[562, 339, 688, 878]
forgery-filler: ▬▬ ▬▬▬ ▬▬ ▬▬▬▬ ▬▬ ▬▬▬ ▬▬▬▬▬ ▬▬ ▬▬▬ ▬▬▬▬ ▬▬ ▬▬▬ ▬▬▬▬ ▬▬▬ ▬▬ ▬▬▬▬ ▬▬ ▬▬▬ ▬▬▬▬▬ ▬▬ ▬▬▬ ▬▬ ▬▬▬▬ ▬▬▬ ▬▬ ▬▬▬▬ ▬▬ ▬▬▬ ▬▬▬▬▬ ▬▬ ▬▬▬ ▬▬▬▬ ▬▬▬ ▬▬ ▬▬▬▬ ▬▬ ▬▬▬ ▬▬▬▬▬ ▬▬ ▬▬▬ ▬▬ ▬▬▬▬ ▬▬▬ ▬▬ ▬▬▬▬ ▬▬ ▬▬▬ ▬▬▬▬ ▬▬▬ ▬▬ ▬▬▬▬ ▬▬ ▬▬▬ ▬▬▬▬▬ ▬▬ ▬▬▬ ▬▬ ▬▬▬▬ ▬▬▬ ▬▬ ▬▬▬▬ ▬▬ ▬▬▬ ▬▬▬▬▬ ▬▬ ▬▬▬ ▬▬▬▬ ▬▬▬ ▬▬ ▬▬▬▬ ▬▬ ▬▬▬ ▬▬▬▬▬ ▬▬ ▬▬▬ ▬▬ ▬▬▬▬ ▬▬▬ ▬▬ ▬▬▬▬ ▬▬ ▬▬▬ ▬▬▬▬▬ ▬▬ ▬▬▬ ▬▬▬▬ ▬▬▬ ▬▬ ▬▬▬▬ ▬▬ ▬▬▬ ▬▬▬▬▬ ▬▬ ▬▬▬ ▬▬ ▬▬▬▬ ▬▬▬ ▬▬ ▬▬▬▬ ▬▬ ▬▬▬ ▬▬▬▬ ▬▬▬ ▬▬ ▬▬▬▬ ▬▬ ▬▬▬ ▬▬▬▬▬ ▬▬ ▬▬▬ ▬▬ ▬▬▬▬ ▬▬▬ ▬▬ ▬▬▬▬ ▬▬ ▬▬▬ ▬▬▬▬▬ ▬▬ ▬▬▬ ▬▬▬▬ ▬▬▬ ▬▬ ▬▬▬▬ ▬▬ ▬▬▬ ▬▬▬▬▬ ▬▬ ▬▬▬ ▬▬ ▬▬▬▬ ▬▬▬ ▬▬ ▬▬▬▬ ▬▬ ▬▬▬ ▬▬▬▬ ▬▬▬ ▬▬ ▬▬▬▬ ▬▬ ▬▬▬ ▬▬▬▬▬ ▬▬ ▬▬▬ ▬▬ ▬▬▬▬ ▬▬▬ ▬▬ ▬▬▬▬ ▬▬ ▬▬▬ ▬▬▬▬▬ ▬▬ ▬▬▬ ▬▬▬▬ ▬▬▬ ▬▬ ▬▬▬▬ ▬▬ ▬▬▬ ▬▬▬▬▬ ▬▬ ▬▬▬ ▬▬ ▬▬▬▬ ▬▬▬ ▬▬ ▬▬▬▬ ▬▬ ▬▬▬ ▬▬▬▬ ▬▬▬ ▬▬ ▬▬▬▬ ▬▬ ▬▬▬ ▬▬▬▬▬ ▬▬ ▬▬▬ ▬▬ ▬▬▬▬ ▬▬▬ ▬▬ ▬▬▬▬ ▬▬ ▬▬▬ ▬▬▬▬▬ ▬▬ ▬▬▬ ▬▬▬▬ ▬▬▬ ▬▬ ▬▬▬▬ ▬▬ ▬▬▬ ▬▬▬▬▬ ▬▬ ▬▬▬ ▬▬ ▬▬▬▬ ▬▬▬ ▬▬ ▬▬▬▬ ▬▬ ▬▬▬ ▬▬▬▬ ▬▬▬ ▬▬ ▬▬▬▬ ▬▬ ▬▬▬ ▬▬▬▬▬ ▬▬ ▬▬▬ ▬▬ ▬▬▬▬ ▬▬▬ ▬▬ ▬▬▬▬ ▬▬ ▬▬▬ ▬▬▬▬▬ ▬▬ ▬▬▬ ▬▬▬▬ ▬▬▬	[699, 181, 825, 817]
malone-name: MALONE, McVEAGH & ANDERSON,	[295, 254, 407, 280]
traffic-cell: 21,291	[657, 297, 688, 310]
orient-sub: NEW PLYMOUTH TO LONDON, Via Colombo, Suez, Naples, Marseilles, and Gibraltar.	[157, 80, 271, 110]
russell-sub: Over Messrs. Scott & Quilliam's	[298, 77, 404, 87]
parker-name: J. H. PARKER,	[174, 293, 254, 334]
orient-line-ad	[151, 50, 277, 246]
orient-agents: Agents for all New Zealand Ports, UNION STEAM SHIP CO.	[159, 222, 269, 242]
northern-steamship-ad	[14, 1038, 140, 1164]
notice-heading: NOTICE.	[332, 676, 370, 687]
fires-text: PER PRESS ASSOCIATION. CHRISTCHURCH, June 7. At Sydenham this morning, a fire destroyed the shop occupied by A. Shaxton, greengrocer.	[973, 279, 1100, 332]
tides-heading: TABLE OF TIDES AND SUN.	[430, 228, 546, 239]
bank-cell: £1,500,000	[506, 117, 547, 130]
teapot-graphic	[305, 480, 397, 598]
divider	[836, 507, 962, 508]
moon-row	[426, 398, 551, 411]
local-general-text: Interesting reading matter will be found on page four of this issue. The Ventura left San Francisco on the 4th inst. at 10 p.m.	[425, 1099, 551, 1141]
malone-sub: SOLICITORS, NEW PLYMOUTH AND STRATFORD.	[294, 281, 408, 300]
manchester-text: PER PRESS ASSOCIATION. LONDON, June 6. The Manchester Cup resulted: Zinfandel 1, Clifton Hall 2, Bachelor's Button 3.	[973, 796, 1100, 838]
jenkinson-ad	[151, 436, 277, 537]
tide-cell: 8 4	[447, 317, 491, 330]
birthday-cup-filler: ▬▬ ▬▬▬ ▬▬ ▬▬▬▬ ▬▬ ▬▬▬ ▬▬▬▬▬ ▬▬ ▬▬▬ ▬▬▬▬ ▬▬ ▬▬▬ ▬▬▬▬ ▬▬▬ ▬▬ ▬▬▬▬ ▬▬ ▬▬▬ ▬▬▬▬▬	[973, 854, 1100, 908]
column-5	[557, 43, 694, 1662]
woods-cure: Woods' GREAT PEPPERMINT CURE - Advt.	[705, 1052, 825, 1074]
wanted-known: WANTED KNOWN.	[288, 905, 365, 916]
tide-cell: 10 4	[447, 355, 491, 368]
raleigh-cycles: CYCLES.	[175, 789, 253, 809]
writing-text: Writing from New Plymouth, Messrs Bole Bros., importers, write from experience.	[973, 1406, 1100, 1438]
expected-text: Ngapuhi from Manukau on Tuesday. Takapuna, from Manukau, on Tuesday. Rotoiti from Manukau on Friday. Takapuna from Onehunga on Friday.	[14, 260, 140, 313]
divider	[973, 336, 1100, 337]
russell-ad	[288, 50, 414, 91]
local-general-filler: ▬▬ ▬▬▬ ▬▬ ▬▬▬▬ ▬▬ ▬▬▬ ▬▬▬▬▬ ▬▬ ▬▬▬ ▬▬▬▬ ▬▬ ▬▬▬ ▬▬▬▬ ▬▬▬ ▬▬ ▬▬▬▬ ▬▬ ▬▬▬ ▬▬▬▬▬ ▬▬ ▬▬▬ ▬▬ ▬▬▬▬ ▬▬▬ ▬▬ ▬▬▬▬ ▬▬ ▬▬▬ ▬▬▬▬▬ ▬▬ ▬▬▬ ▬▬▬▬ ▬▬▬ ▬▬ ▬▬▬▬ ▬▬ ▬▬▬ ▬▬▬▬▬ ▬▬ ▬▬▬ ▬▬ ▬▬▬▬ ▬▬▬ ▬▬ ▬▬▬▬ ▬▬ ▬▬▬ ▬▬▬▬ ▬▬▬ ▬▬ ▬▬▬▬ ▬▬ ▬▬▬ ▬▬▬▬▬ ▬▬ ▬▬▬ ▬▬ ▬▬▬▬ ▬▬▬	[425, 1144, 551, 1305]
nameplate-date: MONDAY, JUNE 8, 1903.	[443, 527, 533, 538]
attention-text: DO YOU WANT A nice easy riding GIG, BUGGY, DOG CART, OR SPRING TRAP. Then go to	[156, 453, 272, 483]
accidents-text: PER PRESS ASSOCIATION. WHANGAREI, June 6. The three-year-old child of Mr. D. G. Leslie, a mill hand, was drowned in a creek at Waikapiro.	[973, 79, 1100, 132]
raleigh-landed: JUST LANDED.	[186, 820, 242, 830]
schedule-cell: July 21	[224, 184, 273, 197]
schedule-cell: July 18	[189, 184, 224, 197]
painless-heading: PAINLESS DENTISTRY WITHIN THE REACH OF ALL	[294, 412, 408, 431]
court-rose: The Court rose.	[738, 821, 792, 832]
volunteers-heading: VOLUNTEERS.	[585, 888, 665, 900]
tilikum-text: As was anticipated, this wonderful little vessel was well patronised on Saturday by many citizens.	[836, 1056, 962, 1088]
traffic-row	[563, 262, 688, 275]
union-steam-text: Will despatch steamers (carrying passengers and cargo) from New Plymouth (weather and other circumstances permitting): TO ONEHUNGA (FOR AUCKLAND). ROTOITI - Every Tuesday, at 8.30 p.m. TAKAPUNA - Every Friday, at 8.30 p.m.	[18, 918, 136, 1013]
tide-header: New Plymouth	[447, 256, 491, 279]
taunton-address: Devon-street, New Plymouth.	[166, 638, 262, 648]
boon-bros-ad	[425, 177, 551, 225]
moon-table	[425, 385, 551, 424]
